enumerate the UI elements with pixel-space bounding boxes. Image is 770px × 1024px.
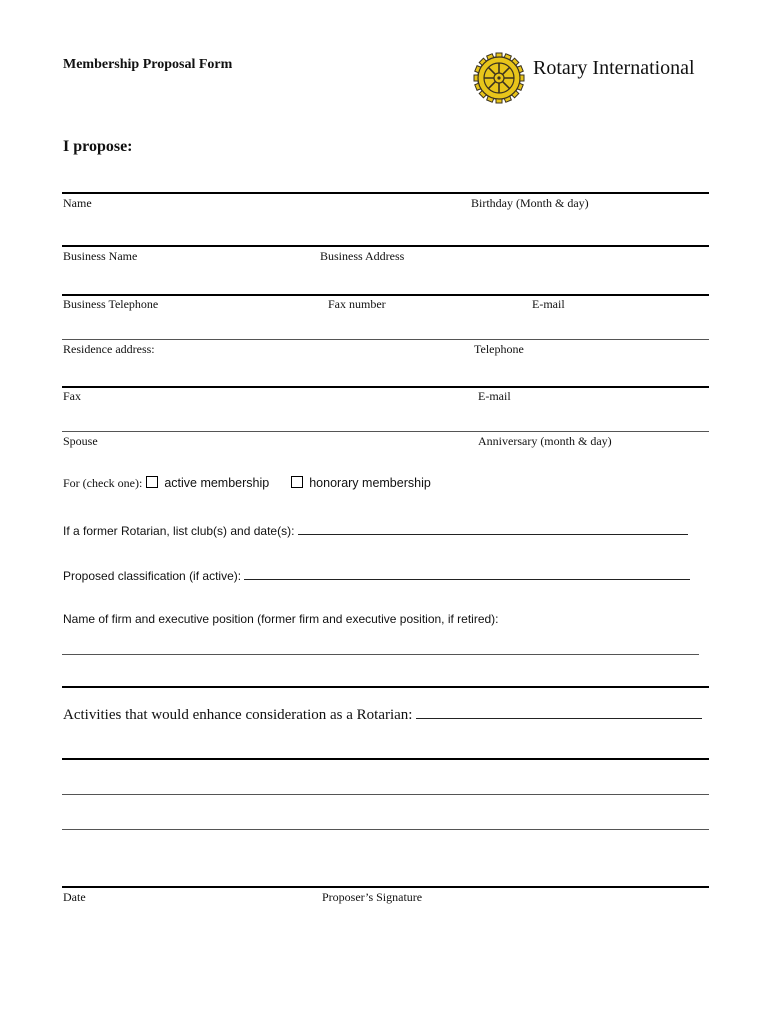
former-rotarian-row: [63, 522, 688, 538]
date-label: Date: [63, 890, 86, 904]
divider: [62, 339, 709, 340]
activities-line[interactable]: [62, 794, 709, 795]
divider: [62, 431, 709, 432]
name-field-label: Name: [63, 196, 92, 210]
activities-label: Activities that would enhance consideration as a Rotarian:: [63, 707, 413, 723]
activities-line[interactable]: [62, 829, 709, 830]
telephone-label: Telephone: [474, 342, 524, 356]
divider: [62, 686, 709, 688]
honorary-membership-checkbox[interactable]: [291, 476, 303, 488]
firm-position-input[interactable]: [62, 654, 699, 655]
residence-address-label: Residence address:: [63, 342, 155, 356]
birthday-field-label: Birthday (Month & day): [471, 196, 589, 210]
signature-line[interactable]: [62, 886, 709, 888]
activities-input[interactable]: [416, 704, 702, 719]
email-label: E-mail: [532, 297, 565, 311]
business-telephone-label: Business Telephone: [63, 297, 159, 311]
membership-type-row: [63, 474, 431, 492]
organization-name: Rotary International: [533, 57, 695, 79]
honorary-membership-label: honorary membership: [309, 476, 431, 490]
proposer-signature-label: Proposer’s Signature: [322, 890, 423, 904]
anniversary-label: Anniversary (month & day): [478, 434, 612, 448]
active-membership-label: active membership: [164, 476, 270, 490]
former-rotarian-label: If a former Rotarian, list club(s) and date(s):: [63, 524, 295, 538]
propose-heading: I propose:: [63, 138, 133, 155]
business-address-label: Business Address: [320, 249, 405, 263]
email-label: E-mail: [478, 389, 511, 403]
classification-label: Proposed classification (if active):: [63, 569, 242, 583]
classification-input[interactable]: [244, 567, 690, 580]
business-name-label: Business Name: [63, 249, 138, 263]
divider: [62, 245, 709, 247]
classification-row: [63, 567, 690, 583]
rotary-wheel-icon: [473, 52, 525, 104]
spouse-label: Spouse: [63, 434, 98, 448]
fax-label: Fax: [63, 389, 81, 403]
divider: [62, 192, 709, 194]
divider: [62, 386, 709, 388]
fax-number-label: Fax number: [328, 297, 386, 311]
divider: [62, 294, 709, 296]
active-membership-checkbox[interactable]: [146, 476, 158, 488]
firm-position-label: Name of firm and executive position (former firm and executive position, if retired):: [63, 612, 499, 626]
membership-prompt: For (check one):: [63, 476, 143, 490]
form-title: Membership Proposal Form: [63, 57, 233, 72]
activities-row: [63, 704, 702, 724]
former-rotarian-input[interactable]: [298, 522, 688, 535]
activities-line[interactable]: [62, 758, 709, 760]
